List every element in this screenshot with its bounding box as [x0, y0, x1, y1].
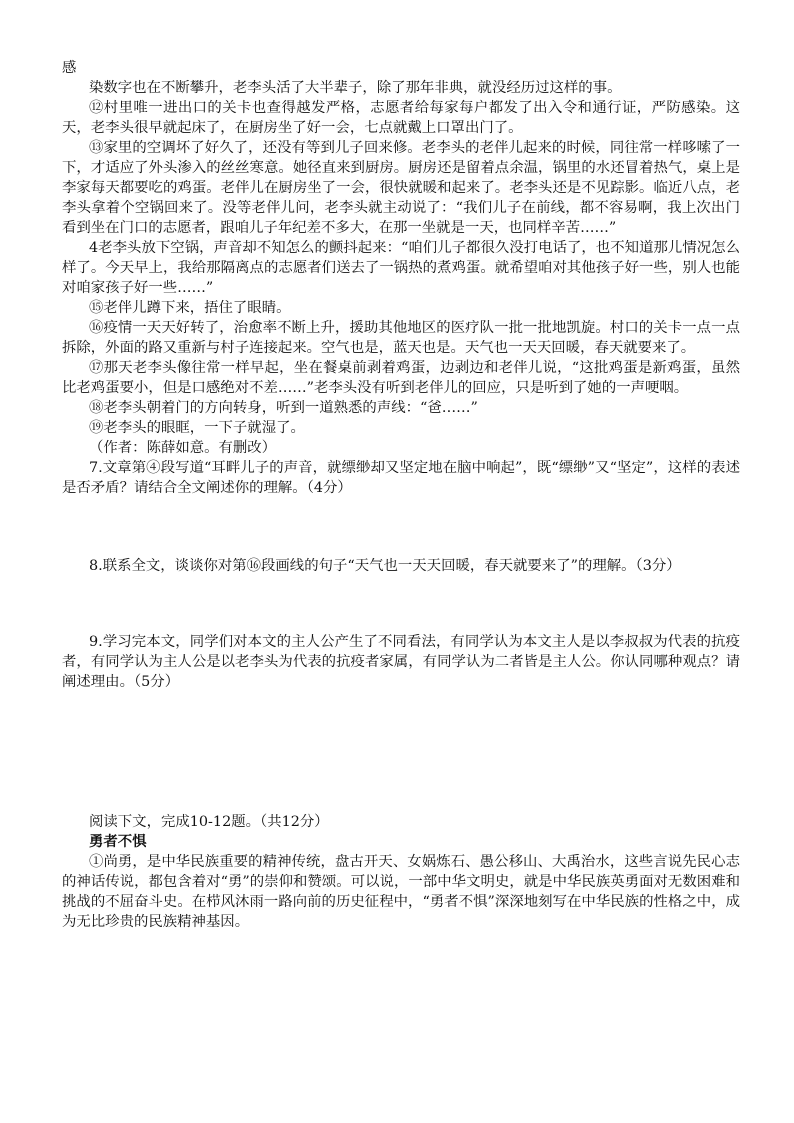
- story-paragraph-17: ⑰那天老李头像往常一样早起，坐在餐桌前剥着鸡蛋，边剥边和老伴儿说，“这批鸡蛋是新鸡蛋，虽然比老鸡蛋要小，但是口感绝对不差……”老李头没有听到老伴儿的回应，只是听到了她的一声哽咽。: [62, 360, 740, 396]
- story-fragment: 感: [62, 60, 77, 76]
- story-paragraph-13: ⑬家里的空调坏了好久了，还没有等到儿子回来修。老李头的老伴儿起来的时候，同往常一样哆嗦了一下，才适应了外头渗入的丝丝寒意。她径直来到厨房。厨房还是留着点余温，锅里的水还冒着热气，桌上是李家每天都要吃的鸡蛋。老伴儿在厨房坐了一会，很快就暖和起来了。老李头还是不见踪影。临近八点，老李头拿着个空锅回来了。没等老伴儿问，老李头就主动说了：“我们儿子在前线，都不容易啊，我上次出门看到坐在门口的志愿者，跟咱儿子年纪差不多大，在那一坐就是一天，也同样辛苦……”: [62, 140, 740, 236]
- story-paragraph-12: ⑫村里唯一进出口的关卡也查得越发严格，志愿者给每家每户都发了出入令和通行证，严防感染。这天，老李头很早就起床了，在厨房坐了好一会，七点就戴上口罩出门了。: [62, 100, 740, 136]
- story-paragraph-18: ⑱老李头朝着门的方向转身，听到一道熟悉的声线：“爸……”: [89, 400, 478, 416]
- answer-space-7[interactable]: [62, 498, 740, 556]
- story-paragraph-15: ⑮老伴儿蹲下来，捂住了眼睛。: [89, 300, 291, 316]
- question-9: 9.学习完本文，同学们对本文的主人公产生了不同看法，有同学认为本文主人是以李叔叔为代表的抗疫者，有同学认为主人公是以老李头为代表的抗疫者家属，有同学认为二者皆是主人公。你认同哪种观点？请阐述理由。（5分）: [62, 634, 740, 690]
- author-note: （作者：陈薛如意。有删改）: [89, 440, 277, 456]
- article-title: 勇者不惧: [89, 833, 147, 850]
- story-paragraph-19: ⑲老李头的眼眶，一下子就湿了。: [89, 420, 305, 436]
- answer-space-8[interactable]: [62, 576, 740, 632]
- question-8: 8.联系全文，谈谈你对第⑯段画线的句子“天气也一天天回暖，春天就要来了”的理解。（3分）: [89, 558, 681, 574]
- story-paragraph-14: 4老李头放下空锅，声音却不知怎么的颤抖起来：“咱们儿子都很久没打电话了，也不知道那儿情况怎么样了。今天早上，我给那隔离点的志愿者们送去了一锅热的煮鸡蛋。就希望咱对其他孩子好一些，别人也能对咱家孩子好一些……”: [62, 240, 740, 296]
- section-intro: 阅读下文，完成10-12题。（共12分）: [89, 814, 329, 830]
- story-paragraph-16: ⑯疫情一天天好转了，治愈率不断上升，援助其他地区的医疗队一批一批地凯旋。村口的关卡一点一点拆除，外面的路又重新与村子连接起来。空气也是，蓝天也是。天气也一天天回暖，春天就要来了。: [62, 320, 740, 356]
- exam-page: [62, 58, 740, 932]
- article-paragraph-1: ①尚勇，是中华民族重要的精神传统，盘古开天、女娲炼石、愚公移山、大禹治水，这些言说先民心志的神话传说，都包含着对“勇”的崇仰和赞颂。可以说，一部中华文明史，就是中华民族英勇面对无数困难和挑战的不屈奋斗史。在栉风沐雨一路向前的历史征程中，“勇者不惧”深深地刻写在中华民族的性格之中，成为无比珍贵的民族精神基因。: [62, 854, 740, 930]
- answer-space-9[interactable]: [62, 692, 740, 812]
- question-7: 7.文章第④段写道“耳畔儿子的声音，就缥缈却又坚定地在脑中响起”，既“缥缈”又“坚定”，这样的表述是否矛盾？请结合全文阐述你的理解。（4分）: [62, 460, 740, 496]
- story-paragraph: 染数字也在不断攀升，老李头活了大半辈子，除了那年非典，就没经历过这样的事。: [89, 80, 622, 96]
